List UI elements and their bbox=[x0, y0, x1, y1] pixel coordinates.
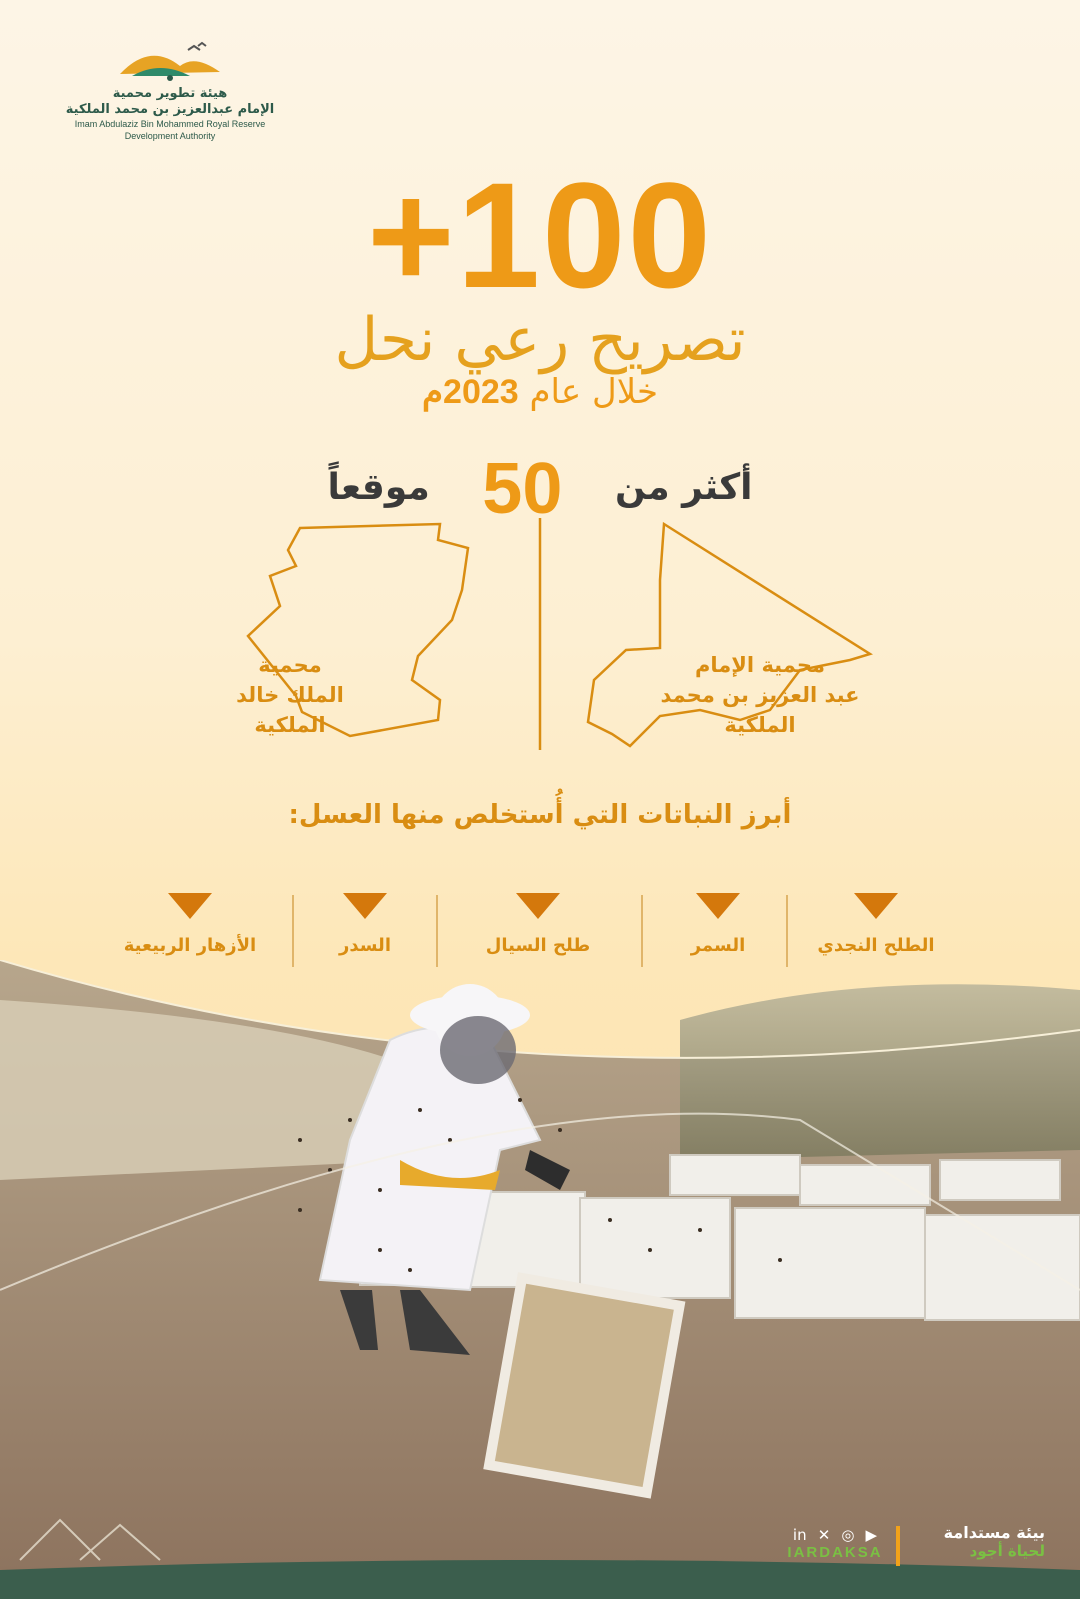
triangle-down-icon bbox=[168, 893, 212, 919]
plant-divider bbox=[292, 895, 294, 967]
triangle-down-icon bbox=[854, 893, 898, 919]
social-links bbox=[770, 1525, 900, 1561]
triangle-down-icon bbox=[343, 893, 387, 919]
hero-year: 2023م bbox=[421, 373, 519, 411]
slogan-line2: لحياة أجود bbox=[969, 1542, 1045, 1560]
plant-label: السدر bbox=[338, 935, 391, 956]
authority-logo bbox=[40, 38, 300, 148]
slogan-line1: بيئة مستدامة bbox=[943, 1523, 1045, 1542]
king-khalid-reserve-label bbox=[200, 650, 380, 740]
plant-label: الأزهار الربيعية bbox=[123, 935, 257, 956]
plant-item bbox=[120, 893, 260, 956]
hero-number: +100 bbox=[367, 151, 713, 319]
logo-english-line1: Imam Abdulaziz Bin Mohammed Royal Reserve bbox=[74, 119, 266, 129]
plant-label: السمر bbox=[690, 935, 746, 956]
slogan-divider bbox=[896, 1526, 900, 1566]
beekeeper-photo bbox=[0, 960, 1080, 1599]
hero-title: تصريح رعي نحل bbox=[334, 305, 746, 375]
logo-arabic-line1: هيئة تطوير محمية bbox=[112, 86, 228, 101]
triangle-down-icon bbox=[516, 893, 560, 919]
reserve-left-line1: محمية bbox=[258, 653, 322, 677]
youtube-icon[interactable]: ▶ bbox=[865, 1526, 878, 1544]
reserve-right-line3: الملكية bbox=[724, 713, 796, 737]
triangle-down-icon bbox=[696, 893, 740, 919]
plant-item bbox=[806, 893, 946, 956]
reserve-left-line2: الملك خالد bbox=[236, 683, 344, 707]
wooden-frame bbox=[489, 1278, 680, 1493]
reserve-left-line3: الملكية bbox=[254, 713, 326, 737]
plant-divider bbox=[436, 895, 438, 967]
plant-label: الطلح النجدي bbox=[817, 935, 935, 956]
plant-item bbox=[468, 893, 608, 956]
linkedin-icon[interactable]: in bbox=[792, 1526, 807, 1544]
reserve-right-line1: محمية الإمام bbox=[695, 653, 825, 677]
plants-title: أبرز النباتات التي أُستخلص منها العسل: bbox=[288, 800, 792, 830]
sites-count: 50 bbox=[482, 449, 563, 529]
hero-year-line bbox=[0, 372, 1080, 412]
plant-divider bbox=[641, 895, 643, 967]
footer-slogan bbox=[905, 1523, 1045, 1560]
instagram-icon[interactable]: ◎ bbox=[841, 1526, 855, 1544]
plant-item bbox=[648, 893, 788, 956]
reserves-maps bbox=[0, 510, 1080, 770]
logo-english-line2: Development Authority bbox=[124, 131, 216, 141]
imam-abdulaziz-reserve-label bbox=[650, 650, 870, 740]
reserve-logo-icon bbox=[110, 38, 230, 82]
x-icon[interactable]: ✕ bbox=[817, 1526, 831, 1544]
social-handle[interactable]: IARDAKSA bbox=[787, 1544, 883, 1561]
reserve-right-line2: عبد العزيز بن محمد bbox=[660, 683, 860, 707]
logo-arabic-line2: الإمام عبدالعزيز بن محمد الملكية bbox=[65, 102, 275, 117]
plant-label: طلح السيال bbox=[485, 935, 591, 956]
sites-suffix: موقعاً bbox=[327, 467, 430, 508]
plant-item bbox=[295, 893, 435, 956]
hero-year-prefix: خلال عام bbox=[529, 372, 659, 412]
sites-prefix: أكثر من bbox=[614, 467, 753, 508]
